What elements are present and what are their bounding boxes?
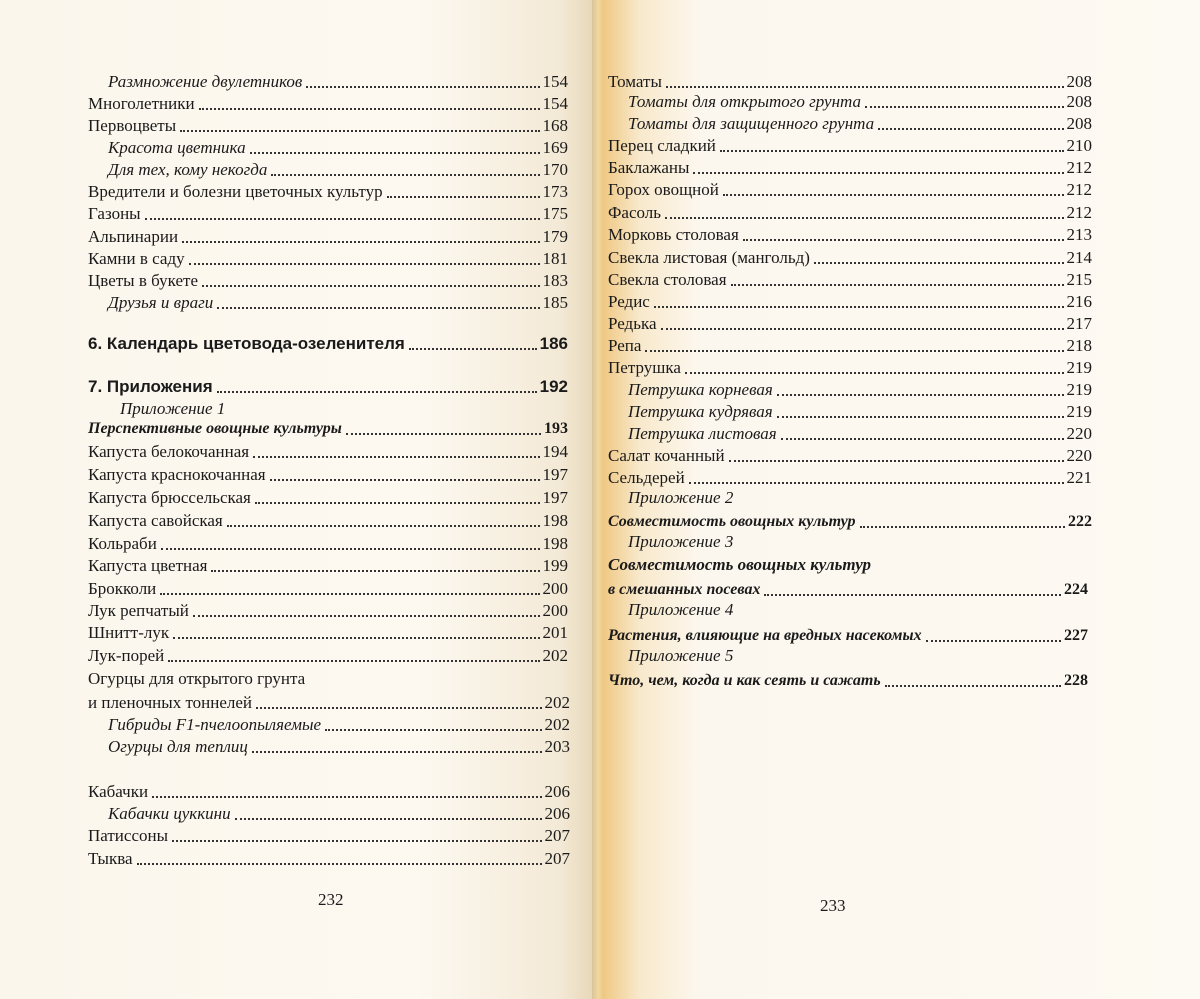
toc-entry-page: 168 — [542, 116, 568, 135]
toc-entry-title: Томаты для открытого грунта — [628, 92, 862, 111]
toc-entry — [628, 400, 1092, 422]
toc-entry-title: Первоцветы — [88, 116, 177, 135]
toc-entry-title: в смешанных посевах — [608, 581, 761, 598]
toc-entry-title: и пленочных тоннелей — [88, 693, 253, 712]
toc-entry — [88, 180, 568, 202]
toc-entry — [108, 802, 570, 824]
toc-entry-page: 175 — [542, 204, 568, 223]
toc-entry-page: 194 — [542, 442, 568, 461]
toc-entry-page: 198 — [542, 534, 568, 553]
toc-leader-dots — [723, 194, 1064, 196]
toc-leader-dots — [161, 548, 540, 550]
toc-entry-page: 179 — [542, 227, 568, 246]
toc-entry-page: 220 — [1066, 424, 1092, 443]
toc-entry-page: 201 — [542, 623, 568, 642]
toc-entry-page: 207 — [544, 849, 570, 868]
toc-entry — [88, 332, 568, 354]
toc-entry — [108, 291, 568, 313]
toc-entry — [88, 92, 568, 114]
toc-entry — [88, 554, 568, 576]
toc-leader-dots — [182, 241, 539, 243]
toc-entry-page: 192 — [539, 377, 568, 396]
toc-entry — [628, 112, 1092, 134]
toc-entry — [608, 510, 1092, 532]
toc-entry — [88, 247, 568, 269]
toc-entry-title: Капуста цветная — [88, 556, 208, 575]
toc-entry-page: 170 — [542, 160, 568, 179]
toc-leader-dots — [145, 218, 540, 220]
toc-leader-dots — [253, 456, 539, 458]
toc-leader-dots — [885, 685, 1061, 687]
toc-entry-title: Томаты для защищенного грунта — [628, 114, 875, 133]
toc-entry-page: 217 — [1066, 314, 1092, 333]
appendix-label: Приложение 3 — [628, 532, 734, 551]
toc-leader-dots — [720, 150, 1064, 152]
toc-leader-dots — [665, 217, 1063, 219]
toc-entry — [88, 509, 568, 531]
toc-entry-page: 210 — [1066, 136, 1092, 155]
toc-leader-dots — [865, 106, 1063, 108]
toc-entry-page: 212 — [1066, 158, 1092, 177]
toc-entry-title: Друзья и враги — [108, 293, 214, 312]
toc-entry-page: 216 — [1066, 292, 1092, 311]
toc-leader-dots — [654, 306, 1064, 308]
toc-leader-dots — [693, 172, 1063, 174]
toc-entry-page: 219 — [1066, 358, 1092, 377]
toc-entry-title: Петрушка кудрявая — [628, 402, 773, 421]
toc-leader-dots — [217, 307, 539, 309]
toc-entry-title: Морковь столовая — [608, 225, 739, 244]
left-page — [0, 0, 596, 999]
toc-leader-dots — [409, 348, 537, 350]
toc-entry-page: 154 — [542, 94, 568, 113]
toc-leader-dots — [661, 328, 1064, 330]
toc-entry — [608, 334, 1092, 356]
appendix-label: Приложение 1 — [120, 399, 226, 418]
toc-entry-page: 173 — [542, 182, 568, 201]
toc-entry — [608, 246, 1092, 268]
toc-leader-dots — [387, 196, 540, 198]
toc-leader-dots — [346, 433, 541, 435]
page-number: 232 — [318, 890, 344, 909]
toc-entry-page: 208 — [1066, 92, 1092, 111]
toc-leader-dots — [152, 796, 541, 798]
toc-entry-page: 200 — [542, 579, 568, 598]
toc-entry — [608, 356, 1092, 378]
right-page — [604, 0, 1200, 999]
toc-leader-dots — [878, 128, 1063, 130]
toc-entry-title: Патиссоны — [88, 826, 169, 845]
toc-entry-page: 222 — [1068, 513, 1092, 530]
toc-entry-page: 198 — [542, 511, 568, 530]
toc-leader-dots — [160, 593, 539, 595]
toc-entry-title: Фасоль — [608, 203, 662, 222]
toc-entry-page: 206 — [544, 782, 570, 801]
toc-entry-page: 220 — [1066, 446, 1092, 465]
toc-entry-title: Перспективные овощные культуры — [88, 420, 342, 437]
toc-entry — [608, 223, 1092, 245]
toc-entry-title: Капуста краснокочанная — [88, 465, 266, 484]
toc-leader-dots — [189, 263, 540, 265]
toc-entry-title: Многолетники — [88, 94, 195, 113]
toc-entry — [88, 440, 568, 462]
toc-entry-title: Что, чем, когда и как сеять и сажать — [608, 672, 881, 689]
appendix-label: Приложение 4 — [628, 600, 734, 619]
page-number: 233 — [820, 896, 846, 915]
toc-entry-title: Красота цветника — [108, 138, 246, 157]
toc-leader-dots — [172, 840, 541, 842]
toc-leader-dots — [777, 394, 1064, 396]
toc-leader-dots — [168, 660, 539, 662]
appendix-label: Приложение 2 — [628, 488, 734, 507]
toc-leader-dots — [729, 460, 1064, 462]
toc-entry — [108, 735, 570, 757]
toc-entry — [88, 847, 570, 869]
toc-leader-dots — [180, 130, 539, 132]
appendix-label: Приложение 5 — [628, 646, 734, 665]
toc-entry-page: 219 — [1066, 380, 1092, 399]
toc-entry-title: Редис — [608, 292, 650, 311]
toc-entry — [608, 290, 1092, 312]
toc-entry — [608, 624, 1088, 646]
toc-entry — [608, 669, 1088, 691]
toc-entry-page: 200 — [542, 601, 568, 620]
toc-entry-page: 193 — [544, 420, 568, 437]
toc-entry-page: 212 — [1066, 203, 1092, 222]
toc-leader-dots — [193, 615, 540, 617]
toc-entry — [108, 713, 570, 735]
toc-leader-dots — [645, 350, 1063, 352]
toc-leader-dots — [202, 285, 540, 287]
toc-entry-page: 181 — [542, 249, 568, 268]
toc-leader-dots — [199, 108, 540, 110]
toc-entry-title: Петрушка листовая — [628, 424, 777, 443]
toc-entry-page: 224 — [1064, 581, 1088, 598]
toc-leader-dots — [211, 570, 539, 572]
toc-entry-title: Камни в саду — [88, 249, 185, 268]
toc-entry — [88, 599, 568, 621]
toc-entry-title: Капуста белокочанная — [88, 442, 250, 461]
toc-leader-dots — [666, 86, 1064, 88]
toc-entry — [88, 225, 568, 247]
toc-leader-dots — [137, 863, 542, 865]
toc-leader-dots — [255, 502, 540, 504]
toc-entry-page: 212 — [1066, 180, 1092, 199]
toc-entry-page: 214 — [1066, 248, 1092, 267]
toc-entry-title: Для тех, кому некогда — [108, 160, 268, 179]
toc-entry — [88, 202, 568, 224]
toc-entry-line: Огурцы для открытого грунта — [88, 669, 306, 688]
toc-leader-dots — [217, 391, 537, 393]
toc-leader-dots — [227, 525, 540, 527]
toc-entry-page: 218 — [1066, 336, 1092, 355]
toc-entry — [108, 158, 568, 180]
toc-entry-title: Огурцы для теплиц — [108, 737, 248, 756]
toc-leader-dots — [256, 707, 541, 709]
toc-entry-page: 206 — [544, 804, 570, 823]
toc-entry-page: 221 — [1066, 468, 1092, 487]
toc-entry — [88, 417, 568, 439]
toc-entry-line: Совместимость овощных культур — [608, 555, 872, 574]
toc-entry-page: 169 — [542, 138, 568, 157]
toc-entry-title: Брокколи — [88, 579, 157, 598]
toc-entry-page: 228 — [1064, 672, 1088, 689]
toc-entry-page: 186 — [539, 334, 568, 353]
toc-leader-dots — [306, 86, 539, 88]
toc-entry — [608, 156, 1092, 178]
toc-entry-title: Цветы в букете — [88, 271, 198, 290]
toc-leader-dots — [325, 729, 541, 731]
toc-entry-page: 208 — [1066, 114, 1092, 133]
toc-entry-page: 202 — [544, 693, 570, 712]
toc-leader-dots — [781, 438, 1064, 440]
toc-entry-title: Лук-порей — [88, 646, 165, 665]
toc-entry-title: Капуста савойская — [88, 511, 223, 530]
toc-entry-page: 185 — [542, 293, 568, 312]
toc-entry-page: 199 — [542, 556, 568, 575]
toc-entry — [88, 269, 568, 291]
toc-entry-title: Размножение двулетников — [108, 72, 303, 91]
toc-entry — [88, 780, 570, 802]
toc-entry — [88, 691, 570, 713]
toc-entry-title: Кольраби — [88, 534, 157, 553]
toc-entry — [628, 90, 1092, 112]
toc-entry — [88, 644, 568, 666]
toc-entry — [608, 178, 1092, 200]
toc-entry — [88, 463, 568, 485]
toc-entry-title: Томаты — [608, 72, 662, 91]
toc-entry-title: Газоны — [88, 204, 141, 223]
toc-entry — [608, 312, 1092, 334]
toc-entry-title: Кабачки — [88, 782, 149, 801]
toc-entry — [88, 532, 568, 554]
toc-entry — [88, 621, 568, 643]
toc-entry — [88, 486, 568, 508]
toc-entry — [608, 268, 1092, 290]
toc-entry — [608, 201, 1092, 223]
toc-leader-dots — [235, 818, 542, 820]
toc-leader-dots — [731, 284, 1064, 286]
toc-entry-title: Салат кочанный — [608, 446, 725, 465]
toc-entry-title: Лук репчатый — [88, 601, 189, 620]
toc-entry-title: Свекла листовая (мангольд) — [608, 248, 810, 267]
toc-leader-dots — [743, 239, 1064, 241]
toc-entry-title: Вредители и болезни цветочных культур — [88, 182, 383, 201]
toc-leader-dots — [271, 174, 539, 176]
toc-entry-page: 208 — [1066, 72, 1092, 91]
toc-entry-page: 202 — [542, 646, 568, 665]
toc-entry — [88, 114, 568, 136]
toc-entry-title: 7. Приложения — [88, 377, 213, 396]
toc-entry-title: Перец сладкий — [608, 136, 716, 155]
toc-entry-title: Свекла столовая — [608, 270, 727, 289]
toc-entry-title: Кабачки цуккини — [108, 804, 231, 823]
toc-entry-title: Репа — [608, 336, 642, 355]
toc-leader-dots — [777, 416, 1064, 418]
toc-entry-title: Петрушка — [608, 358, 681, 377]
toc-entry — [608, 578, 1088, 600]
toc-entry-page: 183 — [542, 271, 568, 290]
toc-entry-title: Баклажаны — [608, 158, 690, 177]
toc-leader-dots — [814, 262, 1064, 264]
toc-entry — [108, 136, 568, 158]
toc-entry-page: 213 — [1066, 225, 1092, 244]
toc-entry-title: Совместимость овощных культур — [608, 513, 856, 530]
toc-entry-title: Сельдерей — [608, 468, 685, 487]
toc-leader-dots — [250, 152, 540, 154]
toc-entry — [108, 70, 568, 92]
toc-entry — [608, 444, 1092, 466]
toc-entry-title: Растения, влияющие на вредных насекомых — [608, 627, 922, 644]
toc-leader-dots — [270, 479, 540, 481]
toc-leader-dots — [860, 526, 1065, 528]
toc-entry — [628, 422, 1092, 444]
toc-entry — [608, 466, 1092, 488]
toc-leader-dots — [764, 594, 1061, 596]
toc-entry-page: 202 — [544, 715, 570, 734]
toc-leader-dots — [926, 640, 1061, 642]
toc-entry-page: 215 — [1066, 270, 1092, 289]
toc-entry — [88, 577, 568, 599]
toc-entry-title: Петрушка корневая — [628, 380, 773, 399]
toc-entry — [88, 375, 568, 397]
toc-entry-title: Горох овощной — [608, 180, 719, 199]
toc-entry — [88, 824, 570, 846]
toc-entry-page: 219 — [1066, 402, 1092, 421]
toc-entry-title: Гибриды F1-пчелоопыляемые — [108, 715, 322, 734]
toc-entry-title: Капуста брюссельская — [88, 488, 251, 507]
toc-entry-title: Редька — [608, 314, 657, 333]
toc-entry-title: Тыква — [88, 849, 133, 868]
toc-leader-dots — [252, 751, 542, 753]
toc-entry-page: 227 — [1064, 627, 1088, 644]
toc-leader-dots — [173, 637, 539, 639]
toc-entry-page: 197 — [542, 488, 568, 507]
toc-entry-page: 154 — [542, 72, 568, 91]
toc-entry — [608, 134, 1092, 156]
toc-leader-dots — [689, 482, 1064, 484]
toc-entry — [608, 70, 1092, 92]
toc-leader-dots — [685, 372, 1064, 374]
toc-entry-title: Альпинарии — [88, 227, 179, 246]
toc-entry-page: 203 — [544, 737, 570, 756]
toc-entry — [628, 378, 1092, 400]
toc-entry-page: 197 — [542, 465, 568, 484]
toc-entry-page: 207 — [544, 826, 570, 845]
toc-entry-title: Шнитт-лук — [88, 623, 170, 642]
toc-entry-title: 6. Календарь цветовода-озеленителя — [88, 334, 405, 353]
